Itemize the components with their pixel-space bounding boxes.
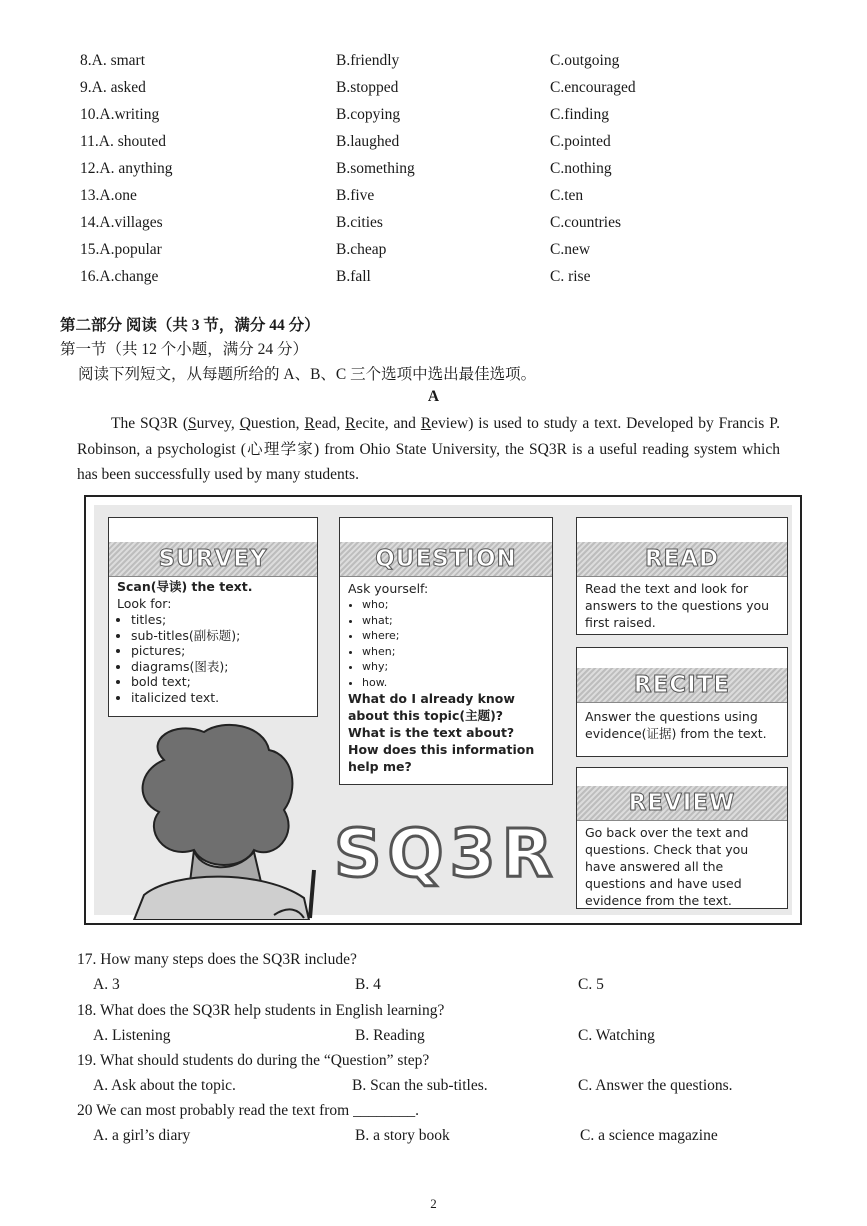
- passage-text: The SQ3R (Survey, Question, Read, Recite, and Review) is used to study a text. Developed by Francis P. Robinson, a psychologist (心理学家) from Ohio State University, the SQ3R is a useful reading system which has been successfully used by many students.: [77, 415, 780, 483]
- option-a: 14.A.villages: [80, 214, 163, 231]
- option-b: B.copying: [336, 106, 401, 123]
- list-item: • italicized text.: [131, 690, 311, 706]
- list-item: • pictures;: [131, 643, 311, 659]
- answer-c: C. Watching: [578, 1027, 655, 1044]
- question-band: [340, 542, 552, 577]
- survey-box: [108, 517, 318, 717]
- list-item: • why;: [362, 659, 546, 675]
- answer-c: C. a science magazine: [580, 1127, 718, 1144]
- question-list: [348, 597, 546, 690]
- option-a: 12.A. anything: [80, 160, 173, 177]
- list-item: • titles;: [131, 612, 311, 628]
- question-title: QUESTION: [375, 546, 517, 572]
- answer-a: A. Ask about the topic.: [93, 1077, 236, 1094]
- list-item: • what;: [362, 613, 546, 629]
- recite-band: [577, 668, 787, 703]
- answer-b: B. Reading: [355, 1027, 425, 1044]
- option-row: [0, 79, 867, 101]
- question-text: [348, 580, 546, 775]
- option-row: [0, 52, 867, 74]
- read-band: [577, 542, 787, 577]
- answer-b: B. 4: [355, 976, 381, 993]
- option-c: C. rise: [550, 268, 591, 285]
- option-a: 13.A.one: [80, 187, 137, 204]
- question-box: [339, 517, 553, 785]
- option-b: B.five: [336, 187, 375, 204]
- answer-row: [0, 1077, 867, 1101]
- question-18-stem: 18. What does the SQ3R help students in English learning?: [77, 1002, 445, 1019]
- option-b: B.something: [336, 160, 415, 177]
- option-c: C.encouraged: [550, 79, 636, 96]
- answer-b: B. Scan the sub-titles.: [352, 1077, 488, 1094]
- survey-title: SURVEY: [158, 546, 268, 572]
- option-c: C.new: [550, 241, 591, 258]
- option-b: B.friendly: [336, 52, 400, 69]
- question-stem: [0, 951, 867, 975]
- review-title: REVIEW: [628, 790, 736, 816]
- part-title: 第二部分 阅读（共 3 节，满分 44 分）: [60, 317, 320, 334]
- option-row: [0, 268, 867, 290]
- section-title: 第一节（共 12 个小题，满分 24 分）: [60, 341, 309, 358]
- question-stem: [0, 1002, 867, 1026]
- question-20-stem: 20 We can most probably read the text from ________.: [77, 1102, 419, 1119]
- survey-list: [117, 612, 311, 705]
- answer-c: C. Answer the questions.: [578, 1077, 733, 1094]
- answer-row: [0, 1127, 867, 1151]
- option-b: B.cities: [336, 214, 383, 231]
- list-item: • diagrams(图表);: [131, 659, 311, 675]
- recite-title: RECITE: [633, 672, 731, 698]
- option-c: C.countries: [550, 214, 622, 231]
- option-row: [0, 214, 867, 236]
- option-b: B.laughed: [336, 133, 400, 150]
- page-number: 2: [430, 1196, 437, 1211]
- question-19-stem: 19. What should students do during the “Question” step?: [77, 1052, 430, 1069]
- option-a: 16.A.change: [80, 268, 159, 285]
- option-c: C.nothing: [550, 160, 612, 177]
- option-row: [0, 241, 867, 263]
- answer-c: C. 5: [578, 976, 604, 993]
- option-row: [0, 133, 867, 155]
- sq3r-label: SQ3R: [334, 815, 559, 892]
- option-b: B.cheap: [336, 241, 387, 258]
- read-text: Read the text and look for answers to the questions you first raised.: [585, 581, 770, 630]
- question-q1: What do I already know about this topic(主题)?: [348, 691, 515, 723]
- recite-text: Answer the questions using evidence(证据) from the text.: [585, 709, 767, 741]
- option-a: 9.A. asked: [80, 79, 146, 96]
- girl-illustration: [104, 720, 334, 920]
- survey-scan: Scan(导读) the text.: [117, 579, 253, 594]
- read-title: READ: [644, 546, 720, 572]
- figure-background: [94, 505, 792, 915]
- list-item: • when;: [362, 644, 546, 660]
- option-row: [0, 160, 867, 182]
- list-item: • where;: [362, 628, 546, 644]
- option-row: [0, 106, 867, 128]
- list-item: • sub-titles(副标题);: [131, 628, 311, 644]
- option-a: 15.A.popular: [80, 241, 162, 258]
- option-b: B.stopped: [336, 79, 399, 96]
- option-a: 8.A. smart: [80, 52, 146, 69]
- answer-a: A. a girl’s diary: [93, 1127, 191, 1144]
- list-item: • who;: [362, 597, 546, 613]
- list-item: • how.: [362, 675, 546, 691]
- survey-text: [117, 578, 311, 705]
- review-text: Go back over the text and questions. Check that you have answered all the questions and have used evidence from the text.: [585, 825, 749, 908]
- recite-box: [576, 647, 788, 757]
- answer-a: A. Listening: [93, 1027, 171, 1044]
- review-box: [576, 767, 788, 909]
- option-b: B.fall: [336, 268, 371, 285]
- option-row: [0, 187, 867, 209]
- answer-b: B. a story book: [355, 1127, 450, 1144]
- option-c: C.pointed: [550, 133, 611, 150]
- answer-row: [0, 976, 867, 1000]
- option-c: C.finding: [550, 106, 609, 123]
- question-q2: What is the text about?: [348, 725, 515, 740]
- survey-band: [109, 542, 317, 577]
- question-q3: How does this information help me?: [348, 742, 535, 774]
- answer-a: A. 3: [93, 976, 120, 993]
- passage-label: A: [427, 388, 440, 405]
- question-stem: [0, 1102, 867, 1126]
- list-item: • bold text;: [131, 674, 311, 690]
- instruction: 阅读下列短文，从每题所给的 A、B、C 三个选项中选出最佳选项。: [78, 366, 537, 383]
- option-c: C.ten: [550, 187, 584, 204]
- option-a: 10.A.writing: [80, 106, 160, 123]
- option-a: 11.A. shouted: [80, 133, 166, 150]
- read-box: [576, 517, 788, 635]
- answer-row: [0, 1027, 867, 1051]
- sq3r-figure: [84, 495, 802, 925]
- question-17-stem: 17. How many steps does the SQ3R include?: [77, 951, 357, 968]
- option-c: C.outgoing: [550, 52, 620, 69]
- question-ask: Ask yourself:: [348, 581, 429, 596]
- survey-look: Look for:: [117, 596, 172, 611]
- question-stem: [0, 1052, 867, 1076]
- review-band: [577, 786, 787, 821]
